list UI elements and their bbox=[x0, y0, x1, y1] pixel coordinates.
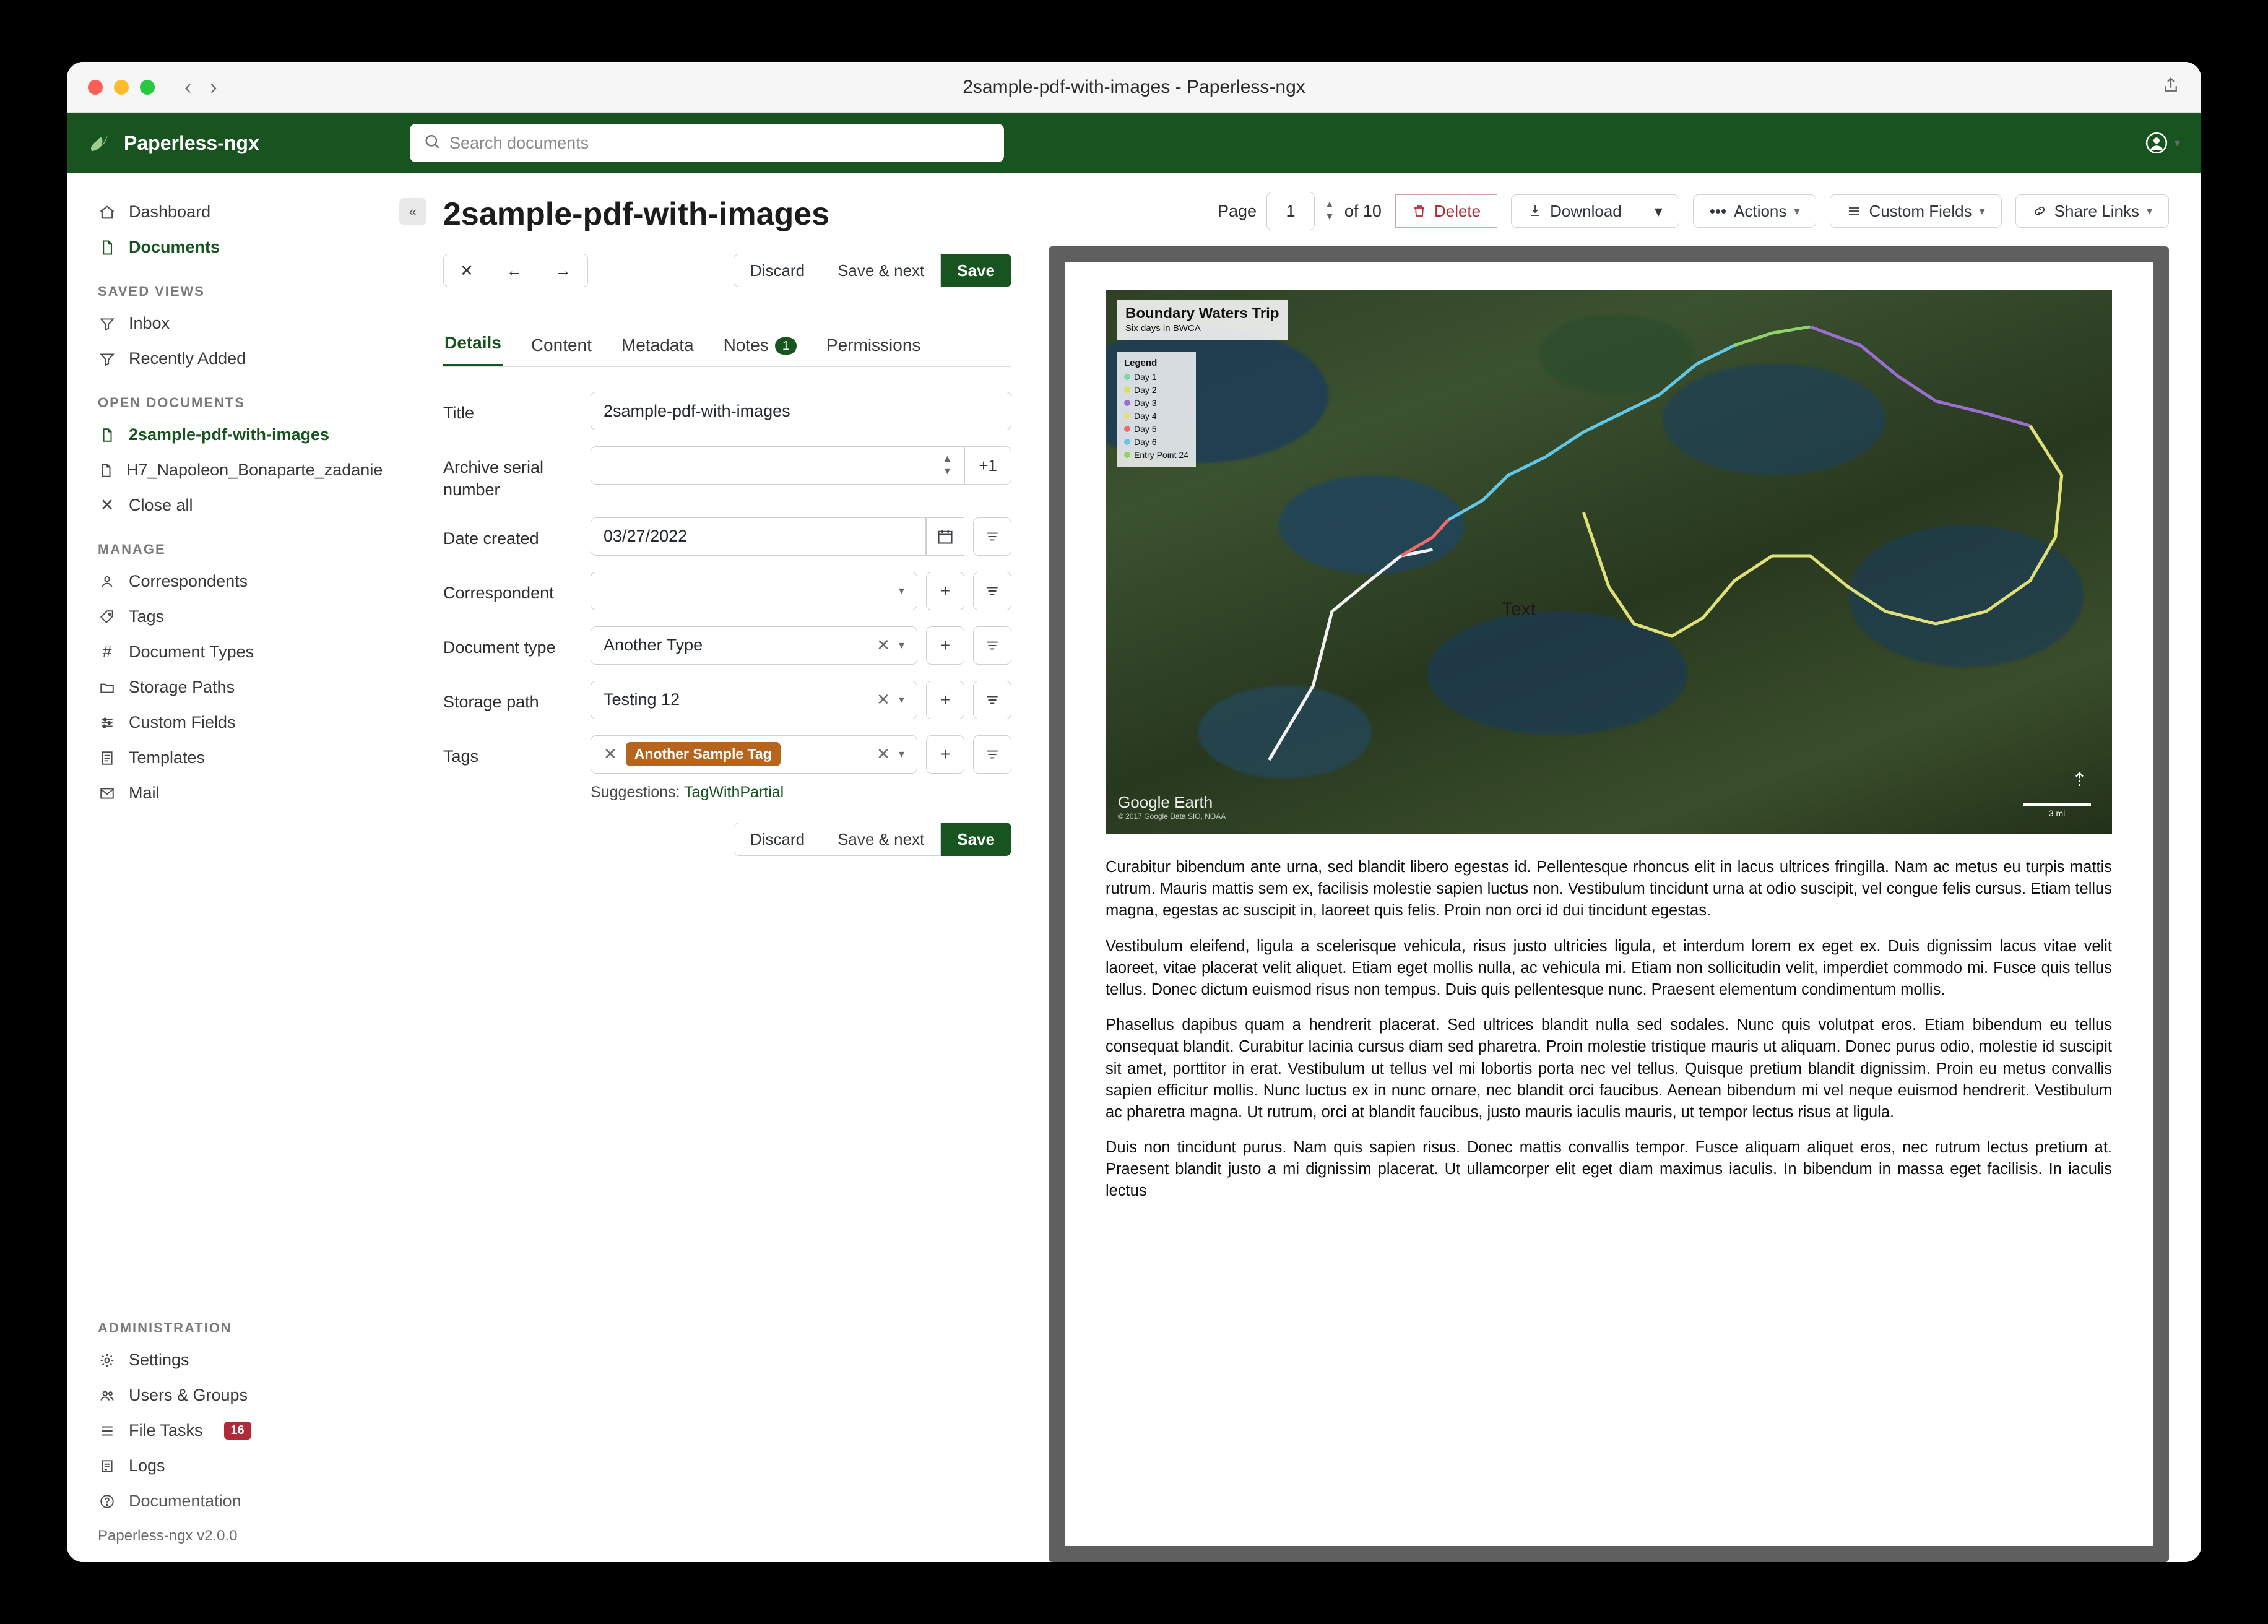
storage-path-filter-button[interactable] bbox=[973, 681, 1011, 719]
chevron-down-icon: ▾ bbox=[898, 748, 904, 761]
sidebar-manage bbox=[67, 564, 413, 811]
download-options-button[interactable]: ▾ bbox=[1638, 194, 1679, 228]
date-filter-button[interactable] bbox=[973, 517, 1011, 556]
document-preview-pane bbox=[1039, 173, 2201, 1562]
chevron-down-icon: ▾ bbox=[2146, 205, 2152, 217]
save-and-next-button[interactable]: Save & next bbox=[821, 254, 941, 287]
sidebar-item-label: Close all bbox=[129, 496, 193, 514]
sliders-icon bbox=[1846, 204, 1861, 218]
discard-button-bottom[interactable]: Discard bbox=[734, 823, 821, 856]
tag-icon bbox=[98, 609, 116, 625]
account-icon bbox=[2145, 131, 2168, 155]
delete-label: Delete bbox=[1434, 202, 1481, 220]
correspondent-select[interactable] bbox=[591, 572, 917, 610]
legend-item-label: Day 3 bbox=[1134, 397, 1157, 408]
template-icon bbox=[98, 750, 116, 766]
share-links-label: Share Links bbox=[2054, 202, 2139, 220]
map-watermark bbox=[1118, 793, 1226, 821]
sidebar-item-storage-paths[interactable] bbox=[84, 670, 396, 705]
actions-label: Actions bbox=[1734, 202, 1787, 220]
sidebar-item-label: Storage Paths bbox=[129, 678, 235, 696]
document-type-select[interactable] bbox=[591, 626, 917, 665]
search-icon bbox=[423, 133, 441, 153]
field-tags bbox=[443, 735, 1011, 774]
legend-item-label: Day 2 bbox=[1134, 384, 1157, 395]
sidebar-item-custom-fields[interactable] bbox=[84, 705, 396, 740]
download-icon bbox=[1528, 204, 1543, 218]
sidebar-item-open-doc-2[interactable] bbox=[84, 452, 396, 488]
hash-icon: # bbox=[102, 642, 112, 661]
sidebar-item-label: Templates bbox=[129, 748, 206, 767]
sidebar-item-label: 2sample-pdf-with-images bbox=[129, 425, 330, 444]
sidebar-item-label: Inbox bbox=[129, 314, 170, 332]
preview-toolbar bbox=[1049, 192, 2169, 230]
storage-path-select[interactable] bbox=[591, 681, 917, 719]
main-content bbox=[413, 173, 2201, 1562]
document-edit-pane bbox=[413, 173, 1039, 1562]
chevron-down-icon: ▾ bbox=[2174, 136, 2180, 149]
tab-details[interactable] bbox=[443, 333, 503, 366]
asn-plus-one-button[interactable]: +1 bbox=[965, 446, 1011, 485]
sidebar-item-tags[interactable] bbox=[84, 599, 396, 634]
sidebar-open-documents-heading: OPEN DOCUMENTS bbox=[98, 395, 245, 410]
person-icon bbox=[98, 574, 116, 590]
sidebar-item-settings[interactable] bbox=[84, 1342, 396, 1378]
tab-notes[interactable] bbox=[722, 335, 798, 366]
chevron-down-icon: ▾ bbox=[898, 584, 904, 597]
close-document-button[interactable]: ✕ bbox=[443, 254, 490, 287]
paperless-logo-icon bbox=[88, 131, 113, 155]
brand-name: Paperless-ngx bbox=[124, 131, 259, 154]
watermark-sub: © 2017 Google Data SIO, NOAA bbox=[1118, 812, 1226, 821]
search-input[interactable] bbox=[410, 124, 1004, 162]
sidebar-saved-views bbox=[67, 306, 413, 376]
field-label: Document type bbox=[443, 637, 556, 657]
chevron-down-icon: ▾ bbox=[1979, 205, 1985, 217]
stepper-icon[interactable]: ▲ ▼ bbox=[942, 454, 953, 477]
document-paragraph: Phasellus dapibus quam a hendrerit placerat. Sed ultrices blandit nulla sed sodales. Nunc quis volutpat eros. Etiam bibendum eu tellus consequat blandit. Curabitur lacinia cursus diam sed pharetra. Proin molestie tristique mauris ut aliquam. Donec purus odio, molestie id suscipit sit amet, porttitor in erat. Vestibulum ut tellus vel mi lobortis porta nec vel tellus. Quisque pretium blandit dignissim. Proin eu metus convallis sapien efficitur mollis. Nunc luctus ex in nunc ornare, nec blandit orci faucibus. Aenean bibendum mi vel neque euismod hendrerit. Vestibulum ac pharetra magna. Ut rutrum, orci at blandit faucibus, justo mauris iaculis mauris, ut tempor lectus risus at ligula. bbox=[1106, 1016, 2112, 1121]
legend-item-label: Day 1 bbox=[1134, 371, 1157, 382]
tab-label: Content bbox=[530, 335, 592, 355]
tab-label: Metadata bbox=[621, 335, 694, 355]
sidebar-administration-heading: ADMINISTRATION bbox=[98, 1320, 232, 1336]
back-icon[interactable]: ‹ bbox=[184, 75, 192, 99]
window-title: 2sample-pdf-with-images - Paperless-ngx bbox=[963, 76, 1305, 97]
previous-document-button[interactable]: ← bbox=[490, 254, 539, 287]
sidebar-item-document-types[interactable] bbox=[84, 634, 396, 670]
file-tasks-badge: 16 bbox=[224, 1422, 251, 1440]
page-navigation[interactable] bbox=[1218, 192, 1382, 230]
sidebar-manage-heading: MANAGE bbox=[98, 542, 166, 557]
notes-count-badge: 1 bbox=[775, 337, 797, 355]
brand[interactable] bbox=[88, 131, 410, 155]
sidebar-item-dashboard[interactable] bbox=[84, 194, 396, 230]
clear-icon[interactable]: ✕ bbox=[876, 636, 890, 655]
save-buttons-bottom[interactable] bbox=[734, 823, 1011, 856]
map-overlay-text: Text bbox=[1502, 599, 1536, 620]
tag-chip[interactable]: Another Sample Tag bbox=[626, 742, 781, 766]
save-button-bottom[interactable]: Save bbox=[941, 823, 1011, 856]
sidebar-item-label: Document Types bbox=[129, 642, 254, 661]
map-caption bbox=[1117, 300, 1288, 340]
sidebar-item-label: Users & Groups bbox=[129, 1386, 248, 1404]
sidebar-item-templates[interactable] bbox=[84, 740, 396, 775]
map-title: Boundary Waters Trip bbox=[1125, 305, 1279, 322]
sidebar-item-correspondents[interactable] bbox=[84, 564, 396, 599]
tags-filter-button[interactable] bbox=[973, 735, 1011, 774]
storage-path-value: Testing 12 bbox=[604, 690, 680, 709]
add-storage-path-button[interactable]: + bbox=[926, 681, 964, 719]
sidebar-item-logs[interactable] bbox=[84, 1448, 396, 1484]
save-buttons-top[interactable] bbox=[734, 254, 1011, 287]
discard-button[interactable]: Discard bbox=[734, 254, 821, 287]
filter-icon bbox=[98, 351, 116, 367]
sidebar-item-users-groups[interactable] bbox=[84, 1378, 396, 1413]
share-icon[interactable] bbox=[2162, 76, 2180, 98]
app-window bbox=[67, 62, 2201, 1562]
suggestions-label: Suggestions: bbox=[591, 783, 680, 801]
clear-icon[interactable]: ✕ bbox=[876, 690, 890, 709]
users-icon bbox=[98, 1388, 116, 1404]
page-stepper-icon[interactable]: ▲ ▼ bbox=[1325, 199, 1335, 222]
sidebar-item-file-tasks[interactable] bbox=[84, 1413, 396, 1448]
field-storage-path bbox=[443, 681, 1011, 719]
field-label: Archive serial number bbox=[443, 458, 544, 499]
map-scalebar bbox=[2023, 803, 2091, 818]
field-label: Title bbox=[443, 404, 475, 422]
sidebar-item-label: Custom Fields bbox=[129, 713, 236, 732]
title-input[interactable]: 2sample-pdf-with-images bbox=[591, 392, 1011, 430]
custom-fields-button[interactable] bbox=[1830, 194, 2001, 228]
correspondent-filter-button[interactable] bbox=[973, 572, 1011, 610]
sidebar-item-label: Documentation bbox=[129, 1492, 241, 1510]
share-links-button[interactable] bbox=[2015, 194, 2169, 228]
tab-permissions[interactable] bbox=[825, 335, 922, 366]
field-label: Tags bbox=[443, 746, 479, 766]
clear-icon[interactable]: ✕ bbox=[876, 745, 890, 764]
logs-icon bbox=[98, 1458, 116, 1474]
document-map-image bbox=[1106, 290, 2112, 834]
delete-button[interactable] bbox=[1395, 194, 1497, 228]
sidebar-item-inbox[interactable] bbox=[84, 306, 396, 341]
sidebar-item-documentation[interactable] bbox=[84, 1484, 396, 1519]
sidebar-item-label: Dashboard bbox=[129, 202, 211, 221]
app-header bbox=[67, 113, 2201, 173]
actions-button[interactable] bbox=[1693, 194, 1817, 228]
tab-label: Permissions bbox=[826, 335, 921, 355]
legend-item-label: Day 6 bbox=[1134, 436, 1157, 447]
pdf-viewer[interactable] bbox=[1049, 246, 2169, 1562]
sidebar-item-label: Logs bbox=[129, 1456, 165, 1475]
add-correspondent-button[interactable]: + bbox=[926, 572, 964, 610]
sidebar-primary-nav bbox=[67, 194, 413, 265]
sidebar-item-mail[interactable] bbox=[84, 775, 396, 811]
field-label: Storage path bbox=[443, 692, 539, 711]
forward-icon[interactable]: › bbox=[210, 75, 217, 99]
list-icon bbox=[98, 1423, 116, 1439]
sidebar-saved-views-heading: SAVED VIEWS bbox=[98, 283, 205, 299]
legend-item-label: Day 5 bbox=[1134, 423, 1157, 434]
link-icon bbox=[2032, 204, 2047, 218]
document-text bbox=[1106, 857, 2112, 1216]
legend-title: Legend bbox=[1124, 358, 1158, 368]
save-button[interactable]: Save bbox=[941, 254, 1011, 287]
calendar-icon[interactable] bbox=[926, 517, 964, 556]
gear-icon bbox=[98, 1352, 116, 1368]
sidebar bbox=[67, 173, 417, 1562]
add-tag-button[interactable]: + bbox=[926, 735, 964, 774]
archive-serial-number-input[interactable] bbox=[591, 446, 965, 485]
sidebar-item-close-all[interactable] bbox=[84, 488, 396, 523]
legend-item-label: Entry Point 24 bbox=[1134, 449, 1188, 460]
page-total-label: of 10 bbox=[1344, 201, 1382, 220]
next-document-button[interactable]: → bbox=[539, 254, 588, 287]
page-number-input[interactable]: 1 bbox=[1266, 192, 1315, 230]
sidebar-item-label: Recently Added bbox=[129, 349, 246, 368]
field-date-created bbox=[443, 517, 1011, 556]
tab-label: Details bbox=[444, 333, 501, 352]
tag-suggestions bbox=[591, 784, 1011, 801]
page-label: Page bbox=[1217, 201, 1257, 220]
document-nav-buttons[interactable] bbox=[443, 254, 588, 287]
mail-icon bbox=[98, 785, 116, 801]
sidebar-item-open-doc-1[interactable] bbox=[84, 417, 396, 452]
chevron-down-icon: ▾ bbox=[898, 693, 904, 706]
tab-content[interactable] bbox=[530, 335, 593, 366]
download-label: Download bbox=[1550, 202, 1622, 220]
sidebar-item-recently-added[interactable] bbox=[84, 341, 396, 376]
search-container[interactable] bbox=[410, 124, 1004, 162]
trash-icon bbox=[1412, 204, 1427, 218]
tags-select[interactable] bbox=[591, 735, 917, 774]
remove-tag-icon[interactable]: ✕ bbox=[604, 745, 617, 764]
field-archive-serial-number bbox=[443, 446, 1011, 501]
map-legend bbox=[1117, 352, 1196, 467]
legend-item-label: Day 4 bbox=[1134, 410, 1157, 421]
sidebar-item-label: Settings bbox=[129, 1350, 189, 1369]
documents-icon bbox=[98, 239, 116, 256]
save-and-next-button-bottom[interactable]: Save & next bbox=[821, 823, 941, 856]
sidebar-item-label: Tags bbox=[129, 607, 165, 626]
document-type-value: Another Type bbox=[604, 636, 703, 655]
scale-label: 3 mi bbox=[2048, 808, 2066, 818]
file-icon bbox=[98, 427, 116, 443]
help-icon bbox=[98, 1493, 116, 1510]
tab-label: Notes bbox=[723, 335, 769, 355]
sidebar-item-documents[interactable] bbox=[84, 230, 396, 265]
sidebar-item-label: Correspondents bbox=[129, 572, 248, 590]
window-controls[interactable] bbox=[88, 80, 155, 95]
sidebar-item-label: H7_Napoleon_Bonaparte_zadanie bbox=[126, 460, 383, 479]
field-correspondent bbox=[443, 572, 1011, 610]
map-subtitle: Six days in BWCA bbox=[1125, 323, 1201, 334]
minimize-window-button[interactable] bbox=[114, 80, 129, 95]
pdf-page bbox=[1065, 262, 2153, 1546]
sidebar-item-label: File Tasks bbox=[129, 1421, 203, 1440]
home-icon bbox=[98, 204, 116, 221]
sidebar-collapse-button[interactable]: « bbox=[399, 198, 426, 225]
sidebar-item-label: Documents bbox=[129, 238, 220, 256]
folder-icon bbox=[98, 680, 116, 696]
chevron-down-icon: ▾ bbox=[1794, 205, 1800, 217]
add-document-type-button[interactable]: + bbox=[926, 626, 964, 665]
close-icon: ✕ bbox=[100, 496, 115, 514]
watermark-label: Google Earth bbox=[1118, 793, 1213, 811]
sliders-icon bbox=[98, 715, 116, 731]
sidebar-item-label: Mail bbox=[129, 784, 160, 802]
field-label: Date created bbox=[443, 529, 539, 548]
suggested-tag-link[interactable]: TagWithPartial bbox=[684, 783, 784, 801]
download-button[interactable] bbox=[1511, 194, 1638, 228]
page-title: 2sample-pdf-with-images bbox=[443, 196, 830, 232]
document-paragraph: Curabitur bibendum ante urna, sed blandit libero egestas id. Pellentesque rhoncus elit in lacus ultrices fringilla. Nam ac metus eu turpis mattis rutrum. Mauris mattis sem ex, facilisis molestie sapien luctus non. Vestibulum tincidunt urna at odio suscipit, vel congue felis cursus. Etiam tellus magna, egestas ac suscipit in, laoreet quis felis. Proin non orci id dui tincidunt egestas. bbox=[1106, 858, 2112, 920]
sidebar-open-documents bbox=[67, 417, 413, 523]
date-created-input[interactable]: 03/27/2022 bbox=[591, 517, 926, 556]
document-type-filter-button[interactable] bbox=[973, 626, 1011, 665]
tab-metadata[interactable] bbox=[620, 335, 695, 366]
custom-fields-label: Custom Fields bbox=[1869, 202, 1972, 220]
dots-icon: ••• bbox=[1709, 202, 1727, 220]
download-group[interactable] bbox=[1511, 194, 1679, 228]
file-icon bbox=[98, 462, 114, 478]
document-paragraph: Duis non tincidunt purus. Nam quis sapien risus. Donec mattis convallis tempor. Fusce aliquam aliquet eros, nec rutrum lectus pretium at. Praesent blandit justo a mi dignissim placerat. Ut ullamcorper elit eget diam maximus iaculis. In bibendum in massa eget facilisis. In iaculis lectus bbox=[1106, 1139, 2112, 1200]
close-window-button[interactable] bbox=[88, 80, 103, 95]
field-document-type bbox=[443, 626, 1011, 665]
editor-tabs[interactable] bbox=[443, 333, 1011, 367]
field-title bbox=[443, 392, 1011, 430]
maximize-window-button[interactable] bbox=[140, 80, 155, 95]
field-label: Correspondent bbox=[443, 583, 554, 602]
north-arrow-icon: ⇡ bbox=[2071, 770, 2087, 790]
filter-icon bbox=[98, 316, 116, 332]
app-version: Paperless-ngx v2.0.0 bbox=[98, 1527, 238, 1544]
document-paragraph: Vestibulum eleifend, ligula a scelerisque vehicula, risus justo ultricies ligula, et interdum lorem ex eget ex. Duis dignissim lacus vitae velit laoreet, vitae placerat velit aliquet. Etiam eget mollis nulla, ac vehicula mi. Etiam non sollicitudin velit, imperdiet commodo mi. Fusce quis tellus tellus. Donec dictum euismod risus non tempus. Duis quis pellentesque nunc. Praesent elementum condimentum mollis. bbox=[1106, 937, 2112, 998]
window-titlebar bbox=[67, 62, 2201, 113]
chevron-down-icon: ▾ bbox=[898, 639, 904, 652]
user-menu[interactable] bbox=[2145, 131, 2180, 155]
